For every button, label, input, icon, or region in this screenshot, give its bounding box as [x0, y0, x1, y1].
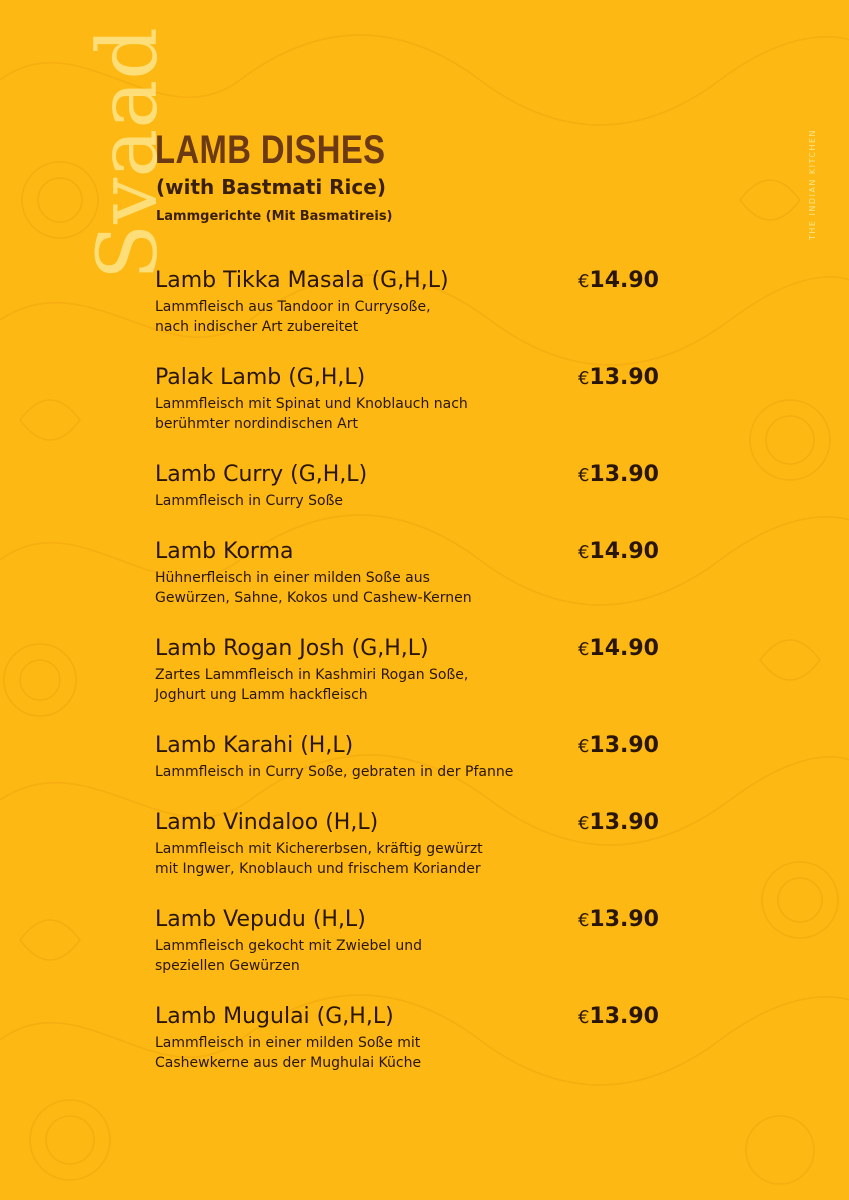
section-subtitle: (with Bastmati Rice): [156, 175, 386, 199]
menu-item-price: [578, 462, 659, 489]
menu-item: [155, 1004, 665, 1073]
brand-logo-wordmark: Svaad: [81, 27, 176, 280]
menu-item: [155, 733, 665, 782]
section-title: LAMB DISHES: [155, 128, 386, 172]
menu-item-description: [155, 665, 555, 705]
price-amount: 14.90: [589, 636, 659, 661]
description-line: Hühnerfleisch in einer milden Soße aus: [155, 570, 430, 586]
description-line: nach indischer Art zubereitet: [155, 319, 359, 335]
description-line: Lammfleisch in Curry Soße, gebraten in der Pfanne: [155, 764, 514, 780]
menu-item-price: [578, 268, 659, 295]
currency-symbol: €: [577, 813, 590, 834]
description-line: Lammfleisch mit Kichererbsen, kräftig gewürzt: [155, 841, 483, 857]
currency-symbol: €: [577, 465, 590, 486]
menu-item-description: [155, 762, 555, 782]
menu-item-name: Lamb Vepudu (H,L): [155, 907, 366, 932]
menu-item-price: [578, 1004, 659, 1031]
currency-symbol: €: [577, 736, 590, 757]
description-line: Cashewkerne aus der Mughulai Küche: [155, 1055, 422, 1071]
description-line: speziellen Gewürzen: [155, 958, 300, 974]
section-subtitle-german: Lammgerichte (Mit Basmatireis): [156, 209, 393, 224]
description-line: Lammfleisch mit Spinat und Knoblauch nach: [155, 396, 468, 412]
menu-item-price: [578, 365, 659, 392]
menu-item: [155, 810, 665, 879]
menu-item-description: [155, 568, 555, 608]
currency-symbol: €: [577, 368, 590, 389]
description-line: mit Ingwer, Knoblauch und frischem Koriander: [155, 861, 481, 877]
description-line: Gewürzen, Sahne, Kokos und Cashew-Kernen: [155, 590, 472, 606]
menu-item: [155, 365, 665, 434]
price-amount: 13.90: [589, 365, 659, 390]
menu-item-name: Lamb Tikka Masala (G,H,L): [155, 268, 449, 293]
currency-symbol: €: [577, 271, 590, 292]
currency-symbol: €: [577, 1007, 590, 1028]
price-amount: 13.90: [589, 1004, 659, 1029]
menu-item-price: [578, 907, 659, 934]
menu-item-name: Lamb Mugulai (G,H,L): [155, 1004, 394, 1029]
description-line: Lammfleisch in Curry Soße: [155, 493, 344, 509]
menu-item: [155, 462, 665, 511]
menu-item-name: Lamb Rogan Josh (G,H,L): [155, 636, 429, 661]
currency-symbol: €: [577, 639, 590, 660]
menu-item-price: [578, 810, 659, 837]
menu-item-price: [578, 539, 659, 566]
price-amount: 14.90: [589, 539, 659, 564]
menu-item-description: [155, 491, 555, 511]
price-amount: 13.90: [589, 810, 659, 835]
menu-item-description: [155, 297, 555, 337]
menu-item: [155, 907, 665, 976]
description-line: Lammfleisch gekocht mit Zwiebel und: [155, 938, 422, 954]
description-line: Zartes Lammfleisch in Kashmiri Rogan Soße,: [155, 667, 469, 683]
currency-symbol: €: [577, 542, 590, 563]
menu-item-description: [155, 839, 555, 879]
menu-item-name: Lamb Korma: [155, 539, 294, 564]
menu-item: [155, 539, 665, 608]
brand-logo: [710, 40, 830, 290]
price-amount: 13.90: [589, 733, 659, 758]
description-line: berühmter nordindischen Art: [155, 416, 358, 432]
menu-item-name: Lamb Karahi (H,L): [155, 733, 354, 758]
menu-item-description: [155, 1033, 555, 1073]
description-line: Joghurt ung Lamm hackfleisch: [155, 687, 368, 703]
currency-symbol: €: [577, 910, 590, 931]
menu-item: [155, 268, 665, 337]
description-line: Lammfleisch aus Tandoor in Currysoße,: [155, 299, 431, 315]
menu-item-name: Lamb Vindaloo (H,L): [155, 810, 379, 835]
menu-item: [155, 636, 665, 705]
brand-tagline: THE INDIAN KITCHEN: [808, 128, 817, 240]
menu-item-name: Lamb Curry (G,H,L): [155, 462, 368, 487]
price-amount: 13.90: [589, 907, 659, 932]
menu-item-name: Palak Lamb (G,H,L): [155, 365, 366, 390]
menu-item-price: [578, 636, 659, 663]
price-amount: 13.90: [589, 462, 659, 487]
menu-item-description: [155, 394, 555, 434]
menu-item-description: [155, 936, 555, 976]
description-line: Lammfleisch in einer milden Soße mit: [155, 1035, 421, 1051]
price-amount: 14.90: [589, 268, 659, 293]
menu-item-price: [578, 733, 659, 760]
